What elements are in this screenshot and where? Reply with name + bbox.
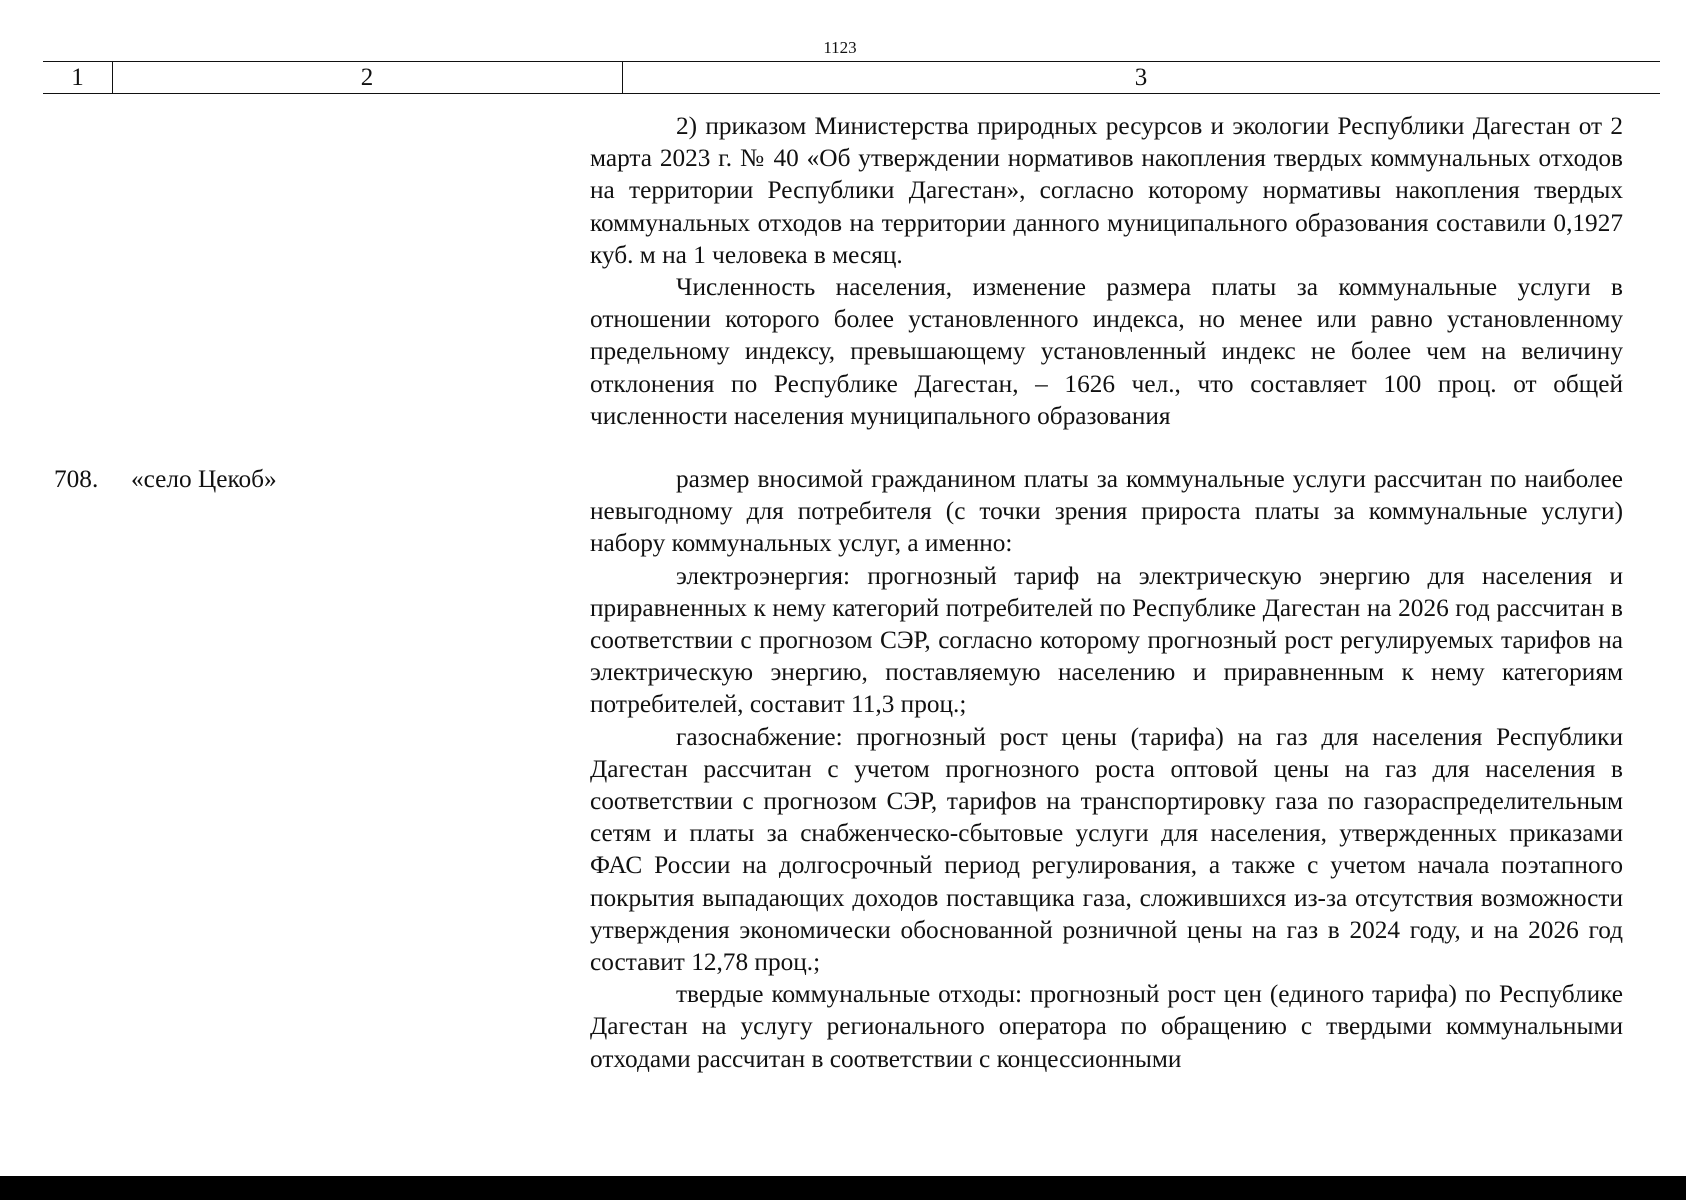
header-col-3: 3 xyxy=(1134,64,1148,91)
page-number: 1123 xyxy=(823,38,857,57)
header-col-1: 1 xyxy=(71,64,84,91)
row-description-block xyxy=(590,463,1623,1075)
paragraph-payment-size: размер вносимой гражданином платы за коммунальные услуги рассчитан по наиболее невыгодному для потребителя (с точки зрения прироста платы за коммунальные услуги) набору коммунальных услуг, а именно: xyxy=(590,465,1623,558)
paragraph-population: Численность населения, изменение размера платы за коммунальные услуги в отношении которого более установленного индекса, но менее или равно установленному предельному индексу, превышающему установленный индекс не более чем на величину отклонения по Республике Дагестан, – 1626 чел., что составляет 100 проц. от общей численности населения муниципального образования xyxy=(590,273,1623,430)
header-col-2: 2 xyxy=(360,64,374,91)
scan-bottom-edge xyxy=(0,1176,1686,1200)
paragraph-solid-waste: твердые коммунальные отходы: прогнозный рост цен (единого тарифа) по Республике Дагестан на услугу регионального оператора по обращению с твердыми коммунальными отходами рассчитан в соответствии с концессионными xyxy=(590,980,1623,1073)
continued-text-block xyxy=(590,110,1623,432)
row-municipality-name: «село Цекоб» xyxy=(131,465,277,493)
table-header-row xyxy=(43,61,1660,94)
row-number: 708. xyxy=(54,465,99,493)
paragraph-electricity: электроэнергия: прогнозный тариф на электрическую энергию для населения и приравненных к нему категорий потребителей по Республике Дагестан на 2026 год рассчитан в соответствии с прогнозом СЭР, согласно которому прогнозный рост регулируемых тарифов на электрическую энергию, поставляемую населению и приравненным к нему категориям потребителей, составит 11,3 проц.; xyxy=(590,561,1623,719)
paragraph-order-reference: 2) приказом Министерства природных ресурсов и экологии Республики Дагестан от 2 марта 2023 г. № 40 «Об утверждении нормативов накопления твердых коммунальных отходов на территории Республики Дагестан», согласно которому нормативы накопления твердых коммунальных отходов на территории данного муниципального образования составили 0,1927 куб. м на 1 человека в месяц. xyxy=(590,112,1623,269)
paragraph-gas-supply: газоснабжение: прогнозный рост цены (тарифа) на газ для населения Республики Дагестан рассчитан с учетом прогнозного роста оптовой цены на газ для населения в соответствии с прогнозом СЭР, тарифов на транспортировку газа по газораспределительным сетям и платы за снабженческо-сбытовые услуги для населения, утвержденных приказами ФАС России на долгосрочный период регулирования, а также с учетом начала поэтапного покрытия выпадающих доходов поставщика газа, сложившихся из-за отсутствия возможности утверждения экономически обоснованной розничной цены на газ в 2024 году, и на 2026 год составит 12,78 проц.; xyxy=(590,722,1623,977)
